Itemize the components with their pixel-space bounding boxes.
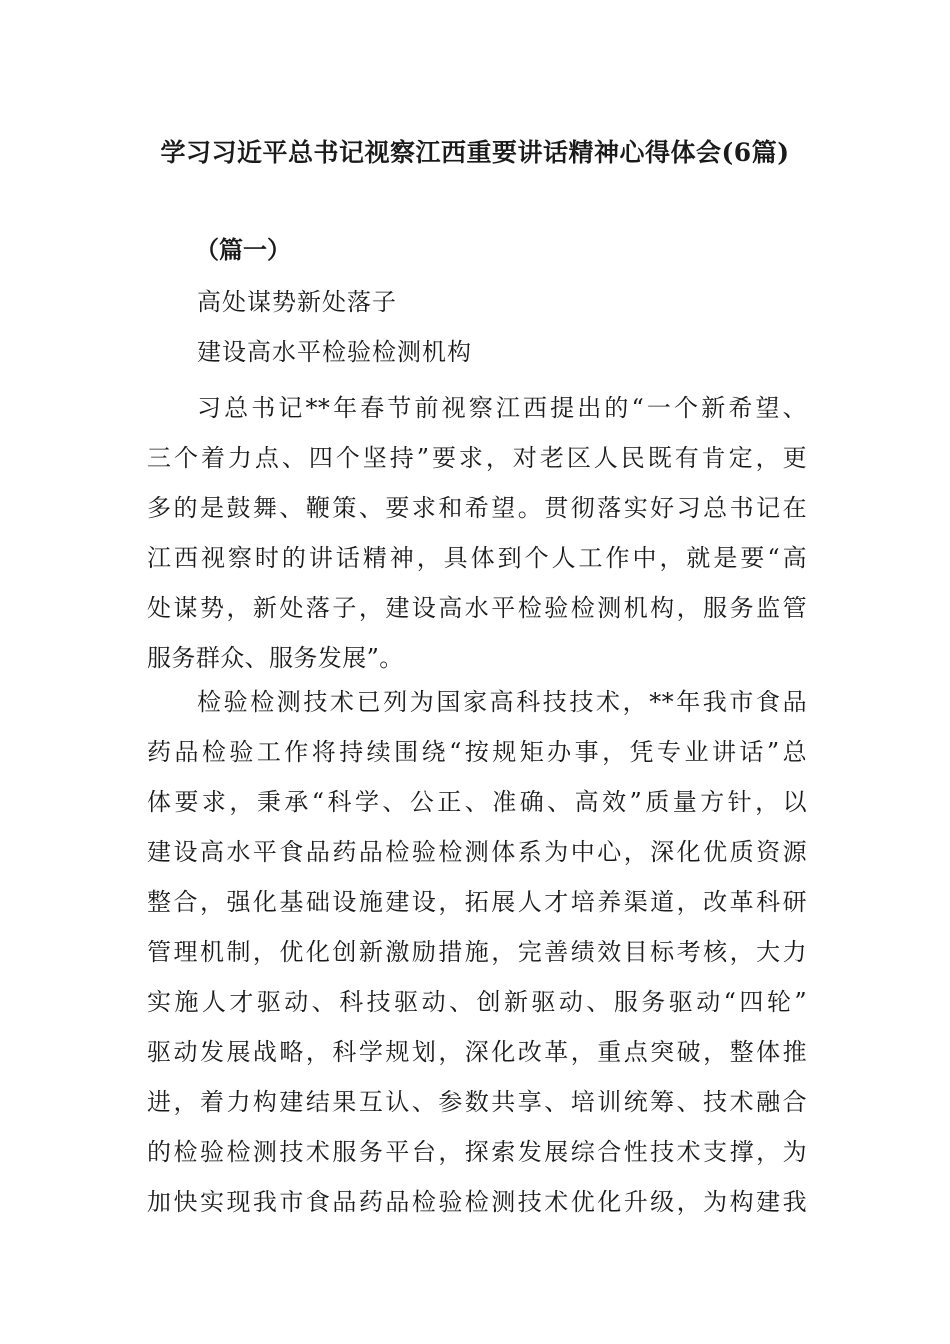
paragraph-line: 药品检验工作将持续围绕“按规矩办事，凭专业讲话”总 bbox=[147, 738, 807, 766]
paragraph-line: 驱动发展战略，科学规划，深化改革，重点突破，整体推 bbox=[147, 1038, 807, 1066]
paragraph-line: 习总书记**年春节前视察江西提出的“一个新希望、 bbox=[197, 394, 807, 422]
paragraph-line: 处谋势，新处落子，建设高水平检验检测机构，服务监管 bbox=[147, 594, 807, 622]
paragraph-line: 的检验检测技术服务平台，探索发展综合性技术支撑，为 bbox=[147, 1138, 807, 1166]
paragraph-line: 整合，强化基础设施建设，拓展人才培养渠道，改革科研 bbox=[147, 888, 807, 916]
section-heading: （篇一） bbox=[195, 235, 291, 264]
document-title: 学习习近平总书记视察江西重要讲话精神心得体会(6篇) bbox=[160, 138, 790, 167]
subtitle-1: 高处谋势新处落子 bbox=[197, 288, 397, 316]
paragraph-2 bbox=[147, 677, 807, 1227]
paragraph-line: 体要求，秉承“科学、公正、准确、高效”质量方针，以 bbox=[147, 788, 807, 816]
paragraph-1 bbox=[147, 383, 807, 683]
paragraph-line: 服务群众、服务发展”。 bbox=[147, 644, 404, 672]
paragraph-line: 江西视察时的讲话精神，具体到个人工作中，就是要“高 bbox=[147, 544, 807, 572]
paragraph-line: 多的是鼓舞、鞭策、要求和希望。贯彻落实好习总书记在 bbox=[147, 494, 807, 522]
paragraph-line: 实施人才驱动、科技驱动、创新驱动、服务驱动“四轮” bbox=[147, 988, 807, 1016]
paragraph-line: 进，着力构建结果互认、参数共享、培训统筹、技术融合 bbox=[147, 1088, 807, 1116]
paragraph-line: 管理机制，优化创新激励措施，完善绩效目标考核，大力 bbox=[147, 938, 807, 966]
paragraph-line: 加快实现我市食品药品检验检测技术优化升级，为构建我 bbox=[147, 1188, 807, 1216]
paragraph-line: 建设高水平食品药品检验检测体系为中心，深化优质资源 bbox=[147, 838, 807, 866]
subtitle-2: 建设高水平检验检测机构 bbox=[197, 338, 472, 366]
paragraph-line: 检验检测技术已列为国家高科技技术，**年我市食品 bbox=[197, 688, 807, 716]
paragraph-line: 三个着力点、四个坚持”要求，对老区人民既有肯定，更 bbox=[147, 444, 807, 472]
